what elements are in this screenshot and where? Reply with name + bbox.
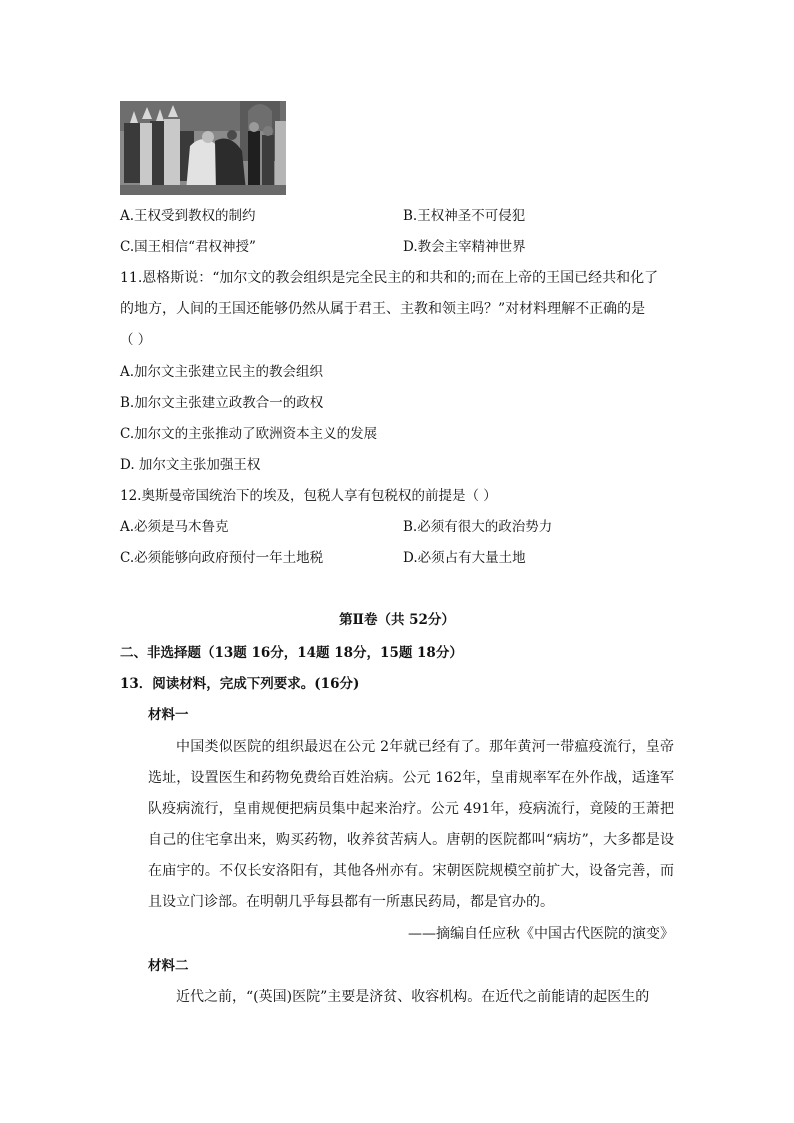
q10-option-d: D.教会主宰精神世界 [403, 239, 526, 255]
q12-option-b: B.必须有很大的政治势力 [403, 519, 553, 535]
q12-option-a: A.必须是马木鲁克 [120, 519, 229, 535]
material-2-text: 近代之前，“(英国)医院”主要是济贫、收容机构。在近代之前能请的起医生的 [176, 989, 650, 1005]
q11-option-c: C.加尔文的主张推动了欧洲资本主义的发展 [120, 426, 378, 442]
q12-option-d: D.必须占有大量土地 [403, 550, 526, 566]
section-2-title: 第Ⅱ卷（共 52分） [339, 612, 455, 628]
q11-option-d: D. 加尔文主张加强王权 [120, 457, 261, 473]
material-1-source: ——摘编自任应秋《中国古代医院的演变》 [408, 926, 674, 942]
section-2-heading: 二、非选择题（13题 16分，14题 18分，15题 18分） [120, 645, 463, 661]
q11-option-b: B.加尔文主张建立政教合一的政权 [120, 395, 324, 411]
q11-stem-line2: 的地方，人间的王国还能够仍然从属于君王、主教和领主吗？”对材料理解不正确的是 [120, 301, 646, 317]
q10-option-b: B.王权神圣不可侵犯 [403, 208, 526, 224]
q11-option-a: A.加尔文主张建立民主的教会组织 [120, 364, 324, 380]
coronation-painting-image [120, 101, 286, 195]
q12-stem: 12.奥斯曼帝国统治下的埃及，包税人享有包税权的前提是（ ） [120, 488, 497, 504]
material-1-label: 材料一 [148, 707, 189, 723]
material-2-label: 材料二 [148, 958, 189, 974]
q11-answer-parenthesis: （ ） [120, 332, 152, 348]
q11-stem-line1: 11.恩格斯说：“加尔文的教会组织是完全民主的和共和的;而在上帝的王国已经共和化了 [120, 270, 659, 286]
q12-option-c: C.必须能够向政府预付一年土地税 [120, 550, 324, 566]
material-1-text: 中国类似医院的组织最迟在公元 2年就已经有了。那年黄河一带瘟疫流行，皇帝选址，设置医生和药物免费给百姓治病。公元 162年，皇甫规率军在外作战，适逢军队疫病流行，皇甫规便把病员集中起来治疗。公元 491年，疫病流行，竟陵的王萧把自己的住宅拿出来，购买药物，收养贫苦病人。唐朝的医院都叫“病坊”，大多都是设在庙宇的。不仅长安洛阳有，其他各州亦有。宋朝医院规模空前扩大，设备完善，而且设立门诊部。在明朝几乎每县都有一所惠民药局，都是官办的。 [148, 739, 674, 910]
q10-option-a: A.王权受到教权的制约 [120, 208, 256, 224]
q10-option-c: C.国王相信“君权神授” [120, 239, 256, 255]
q13-heading: 13．阅读材料，完成下列要求。(16分) [120, 676, 360, 692]
